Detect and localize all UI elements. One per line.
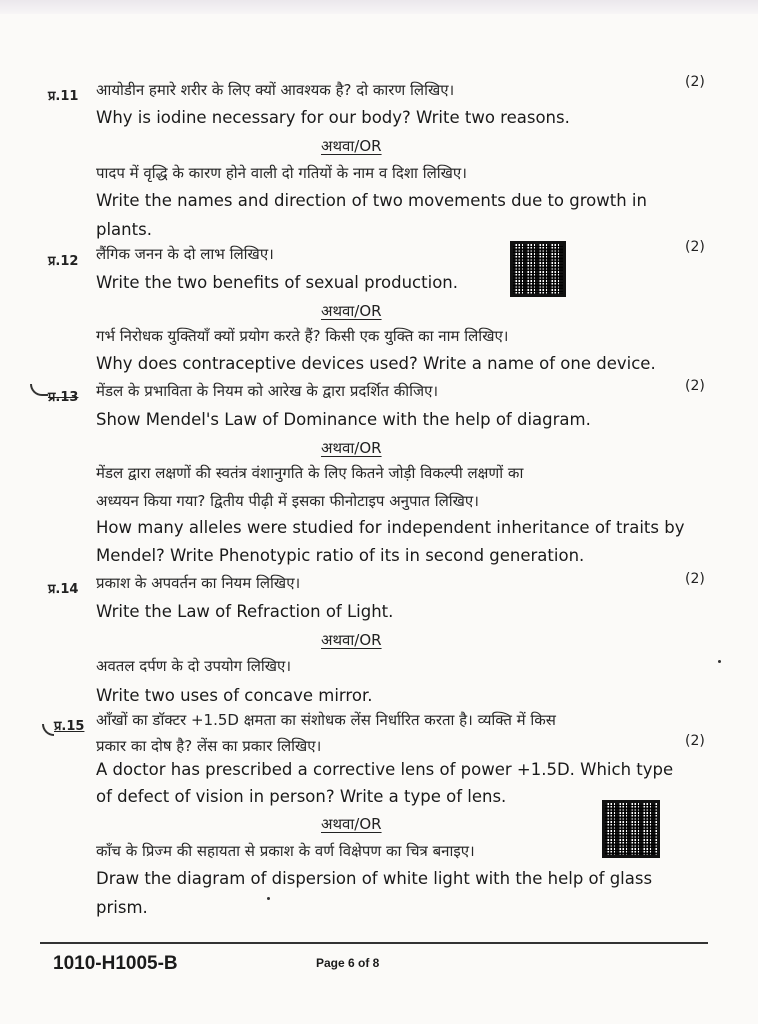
question-text-english: Write the Law of Refraction of Light. xyxy=(96,602,394,621)
question-text-hindi: मेंडल के प्रभाविता के नियम को आरेख के द्वारा प्रदर्शित कीजिए। xyxy=(96,382,439,400)
alt-question-hindi: काँच के प्रिज्म की सहायता से प्रकाश के वर्ण विक्षेपण का चित्र बनाइए। xyxy=(96,842,475,860)
question-number: प्र.15 xyxy=(54,719,85,734)
footer-divider xyxy=(40,942,708,944)
alt-question-hindi: पादप में वृद्धि के कारण होने वाली दो गतियों के नाम व दिशा लिखिए। xyxy=(96,164,467,182)
or-label: अथवा/OR xyxy=(321,815,382,833)
alt-question-english: How many alleles were studied for independent inheritance of traits by xyxy=(96,518,685,537)
question-number: प्र.14 xyxy=(48,582,79,597)
scan-speck xyxy=(267,897,270,900)
alt-question-hindi: मेंडल द्वारा लक्षणों की स्वतंत्र वंशानुगति के लिए कितने जोड़ी विकल्पी लक्षणों का xyxy=(96,464,524,482)
alt-question-english: Why does contraceptive devices used? Write a name of one device. xyxy=(96,354,656,373)
question-marks: (2) xyxy=(685,733,705,749)
alt-question-hindi: गर्भ निरोधक युक्तियाँ क्यों प्रयोग करते हैं? किसी एक युक्ति का नाम लिखिए। xyxy=(96,327,509,345)
question-text-english: Show Mendel's Law of Dominance with the help of diagram. xyxy=(96,410,591,429)
question-marks: (2) xyxy=(685,74,705,90)
question-text-english: Why is iodine necessary for our body? Write two reasons. xyxy=(96,108,570,127)
alt-question-hindi-continued: अध्ययन किया गया? द्वितीय पीढ़ी में इसका फीनोटाइप अनुपात लिखिए। xyxy=(96,492,479,510)
pen-tick-mark xyxy=(30,384,48,396)
alt-question-english: Write the names and direction of two movements due to growth in xyxy=(96,191,647,210)
alt-question-hindi: अवतल दर्पण के दो उपयोग लिखिए। xyxy=(96,657,292,675)
question-number: प्र.13 xyxy=(48,390,79,405)
question-text-hindi: आयोडीन हमारे शरीर के लिए क्यों आवश्यक है? दो कारण लिखिए। xyxy=(96,81,455,99)
or-label: अथवा/OR xyxy=(321,302,382,320)
or-label: अथवा/OR xyxy=(321,137,382,155)
question-text-hindi: लैंगिक जनन के दो लाभ लिखिए। xyxy=(96,245,274,263)
question-marks: (2) xyxy=(685,571,705,587)
pen-tick-mark xyxy=(42,724,54,736)
or-label: अथवा/OR xyxy=(321,631,382,649)
alt-question-english-continued: Mendel? Write Phenotypic ratio of its in second generation. xyxy=(96,546,585,565)
question-marks: (2) xyxy=(685,239,705,255)
question-text-hindi: आँखों का डॉक्टर +1.5D क्षमता का संशोधक लेंस निर्धारित करता है। व्यक्ति में किस xyxy=(96,711,556,729)
question-number: प्र.12 xyxy=(48,254,79,269)
alt-question-english-continued: plants. xyxy=(96,220,152,239)
question-text-hindi-continued: प्रकार का दोष है? लेंस का प्रकार लिखिए। xyxy=(96,737,322,755)
question-marks: (2) xyxy=(685,378,705,394)
question-text-english-continued: of defect of vision in person? Write a type of lens. xyxy=(96,787,507,806)
alt-question-english: Draw the diagram of dispersion of white light with the help of glass xyxy=(96,869,653,888)
qr-code xyxy=(602,800,660,858)
page-number: Page 6 of 8 xyxy=(316,956,380,970)
question-text-english: Write the two benefits of sexual production. xyxy=(96,273,458,292)
question-text-hindi: प्रकाश के अपवर्तन का नियम लिखिए। xyxy=(96,574,301,592)
scan-top-edge xyxy=(0,0,758,14)
scan-speck xyxy=(718,660,721,663)
question-number: प्र.11 xyxy=(48,89,79,104)
question-text-english: A doctor has prescribed a corrective lens of power +1.5D. Which type xyxy=(96,760,674,779)
alt-question-english: Write two uses of concave mirror. xyxy=(96,686,373,705)
paper-code: 1010-H1005-B xyxy=(53,953,178,974)
qr-code xyxy=(510,241,566,297)
or-label: अथवा/OR xyxy=(321,439,382,457)
alt-question-english-continued: prism. xyxy=(96,898,148,917)
